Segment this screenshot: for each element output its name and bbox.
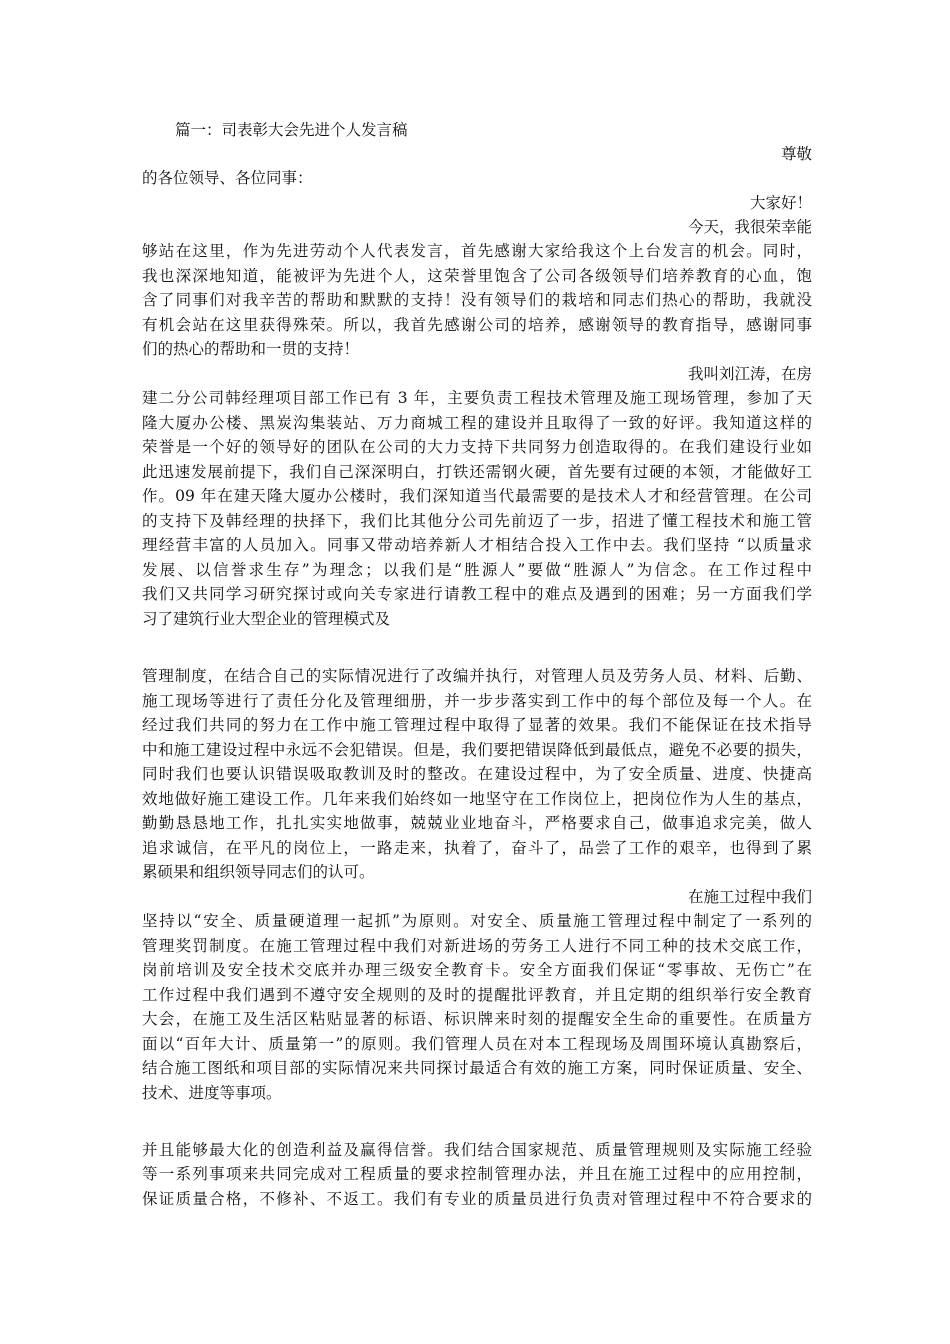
paragraph-line: 等一系列事项来共同完成对工程质量的要求控制管理办法，并且在施工过程中的应用控制， <box>142 1165 812 1183</box>
paragraph-line: 大会，在施工及生活区粘贴显著的标语、标识牌来时刻的提醒安全生命的重要性。在质量方 <box>142 1010 812 1028</box>
paragraph-line: 我也深深地知道，能被评为先进个人，这荣誉里饱含了公司各级领导们培养教育的心血，饱 <box>142 267 812 285</box>
paragraph-line: 的支持下及韩经理的抉择下，我们比其他分公司先前迈了一步，招进了懂工程技术和施工管 <box>142 512 812 530</box>
paragraph-line: 效地做好施工建设工作。几年来我们始终如一地坚守在工作岗位上，把岗位作为人生的基点， <box>142 790 812 808</box>
paragraph-line: 经过我们共同的努力在工作中施工管理过程中取得了显著的效果。我们不能保证在技术指导 <box>142 716 812 734</box>
paragraph-line: 大家好！ <box>749 194 812 212</box>
paragraph-line: 建二分公司韩经理项目部工作已有 3 年，主要负责工程技术管理及施工现场管理，参加了天 <box>142 389 812 407</box>
paragraph-line: 同时我们也要认识错误吸取教训及时的整改。在建设过程中，为了安全质量、进度、快捷高 <box>142 765 812 783</box>
paragraph-line: 理经营丰富的人员加入。同事又带动培养新人才相结合投入工作中去。我们坚持 “以质量求 <box>142 536 812 554</box>
paragraph-line: 工作过程中我们遇到不遵守安全规则的及时的提醒批评教育，并且定期的组织举行安全教育 <box>142 986 812 1004</box>
paragraph-line: 我叫刘江涛，在房 <box>687 365 812 383</box>
paragraph-line: 我们又共同学习研究探讨或向关专家进行请教工程中的难点及遇到的困难；另一方面我们学 <box>142 585 812 603</box>
paragraph-line: 发展、以信誉求生存”为理念；以我们是“胜源人”要做“胜源人”为信念。在工作过程中 <box>142 561 812 579</box>
paragraph-line: 保证质量合格，不修补、不返工。我们有专业的质量员进行负责对管理过程中不符合要求的 <box>142 1190 812 1208</box>
paragraph-line: 并且能够最大化的创造利益及赢得信誉。我们结合国家规范、质量管理规则及实际施工经验 <box>142 1141 812 1159</box>
paragraph-line: 管理奖罚制度。在施工管理过程中我们对新进场的劳务工人进行不同工种的技术交底工作， <box>142 937 812 955</box>
paragraph-line: 中和施工建设过程中永远不会犯错误。但是，我们要把错误降低到最低点，避免不必要的损失， <box>142 741 812 759</box>
paragraph-line: 技术、进度等事项。 <box>142 1084 282 1102</box>
paragraph-line: 作。09 年在建天隆大厦办公楼时，我们深知道当代最需要的是技术人才和经营管理。在公司 <box>142 487 812 505</box>
paragraph-line: 面以“百年大计、质量第一”的原则。我们管理人员在对本工程现场及周围环境认真勘察后， <box>142 1035 812 1053</box>
paragraph-line: 荣誉是一个好的领导好的团队在公司的大力支持下共同努力创造取得的。在我们建设行业如 <box>142 438 812 456</box>
paragraph-line: 岗前培训及安全技术交底并办理三级安全教育卡。安全方面我们保证“零事故、无伤亡”在 <box>142 961 812 979</box>
paragraph-line: 够站在这里，作为先进劳动个人代表发言，首先感谢大家给我这个上台发言的机会。同时， <box>142 242 812 260</box>
document-title: 篇一：司表彰大会先进个人发言稿 <box>175 121 408 139</box>
paragraph-line: 累硕果和组织领导同志们的认可。 <box>142 863 375 881</box>
paragraph-line: 们的热心的帮助和一贯的支持！ <box>142 340 360 358</box>
paragraph-line: 含了同事们对我辛苦的帮助和默默的支持！没有领导们的栽培和同志们热心的帮助，我就没 <box>142 291 812 309</box>
paragraph-line: 习了建筑行业大型企业的管理模式及 <box>142 610 391 628</box>
paragraph-line: 结合施工图纸和项目部的实际情况来共同探讨最适合有效的施工方案，同时保证质量、安全、 <box>142 1059 812 1077</box>
paragraph-line: 尊敬 <box>780 145 812 163</box>
paragraph-line: 的各位领导、各位同事： <box>142 169 313 187</box>
paragraph-line: 追求诚信，在平凡的岗位上，一路走来，执着了，奋斗了，品尝了工作的艰辛，也得到了累 <box>142 839 812 857</box>
paragraph-line: 在施工过程中我们 <box>687 888 812 906</box>
paragraph-line: 今天，我很荣幸能 <box>687 218 812 236</box>
paragraph-line: 勤勤恳恳地工作，扎扎实实地做事，兢兢业业地奋斗，严格要求自己，做事追求完美，做人 <box>142 814 812 832</box>
paragraph-line: 隆大厦办公楼、黑炭沟集装站、万力商城工程的建设并且取得了一致的好评。我知道这样的 <box>142 414 812 432</box>
paragraph-line: 此迅速发展前提下，我们自己深深明白，打铁还需钢火硬，首先要有过硬的本领，才能做好工 <box>142 463 812 481</box>
paragraph-line: 管理制度，在结合自己的实际情况进行了改编并执行，对管理人员及劳务人员、材料、后勤、 <box>142 667 812 685</box>
paragraph-line: 施工现场等进行了责任分化及管理细册，并一步步落实到工作中的每个部位及每一个人。在 <box>142 692 812 710</box>
paragraph-line: 坚持以“安全、质量硬道理一起抓”为原则。对安全、质量施工管理过程中制定了一系列的 <box>142 912 812 930</box>
paragraph-line: 有机会站在这里获得殊荣。所以，我首先感谢公司的培养，感谢领导的教育指导，感谢同事 <box>142 316 812 334</box>
